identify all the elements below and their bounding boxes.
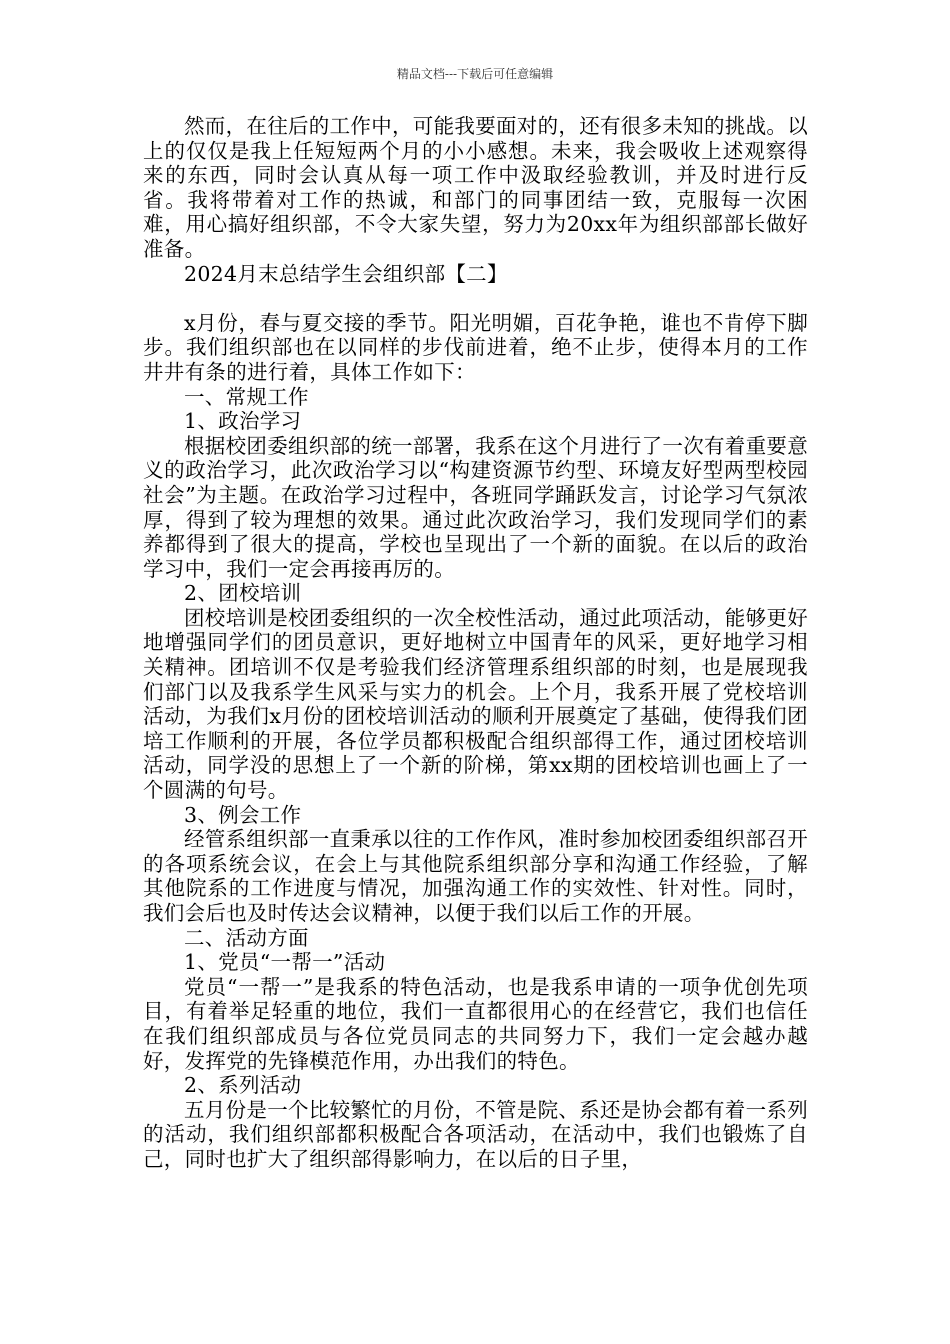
- document-body: [143, 114, 808, 1172]
- paragraph-league-school-training: 团校培训是校团委组织的一次全校性活动，通过此项活动，能够更好地增强同学们的团员意识，更好地树立中国青年的风采，更好地学习相关精神。团培训不仅是考验我们经济管理系组织部的时刻，也是展现我们部门以及我系学生风采与实力的机会。上个月，我系开展了党校培训活动，为我们x月份的团校培训活动的顺利开展奠定了基础，使得我们团培工作顺利的开展，各位学员都积极配合组织部得工作，通过团校培训活动，同学没的思想上了一个新的阶梯，第xx期的团校培训也画上了一个圆满的句号。: [143, 605, 808, 803]
- paragraph-intro: x月份，春与夏交接的季节。阳光明媚，百花争艳，谁也不肯停下脚步。我们组织部也在以同样的步伐前进着，绝不止步，使得本月的工作井井有条的进行着，具体工作如下：: [143, 310, 808, 384]
- heading-activities: 二、活动方面: [184, 925, 309, 950]
- heading-one-help-one: 1、党员“一帮一”活动: [184, 950, 386, 975]
- paragraph-one-help-one: 党员“一帮一”是我系的特色活动，也是我系申请的一项争优创先项目，有着举足轻重的地位，我们一直都很用心的在经营它，我们也信任在我们组织部成员与各位党员同志的共同努力下，我们一定会越办越好，发挥党的先锋模范作用，办出我们的特色。: [143, 974, 808, 1073]
- heading-political-study: 1、政治学习: [184, 409, 302, 434]
- paragraph-closing-reflection: 然而，在往后的工作中，可能我要面对的，还有很多未知的挑战。以上的仅仅是我上任短短两个月的小小感想。未来，我会吸收上述观察得来的东西，同时会认真从每一项工作中汲取经验教训，并及时进行反省。我将带着对工作的热诚，和部门的同事团结一致，克服每一次困难，用心搞好组织部，不令大家失望，努力为20xx年为组织部部长做好准备。: [143, 114, 808, 261]
- page-header: 精品文档---下载后可任意编辑: [396, 67, 554, 81]
- blank-line: [143, 286, 808, 311]
- heading-series-activities: 2、系列活动: [184, 1073, 302, 1098]
- heading-regular-meetings: 3、例会工作: [184, 802, 302, 827]
- heading-routine-work: 一、常规工作: [184, 384, 309, 409]
- section-title: 2024月末总结学生会组织部【二】: [184, 261, 508, 286]
- heading-league-school-training: 2、团校培训: [184, 581, 302, 606]
- paragraph-political-study: 根据校团委组织部的统一部署，我系在这个月进行了一次有着重要意义的政治学习，此次政治学习以“构建资源节约型、环境友好型两型校园社会”为主题。在政治学习过程中，各班同学踊跃发言，讨论学习气氛浓厚，得到了较为理想的效果。通过此次政治学习，我们发现同学们的素养都得到了很大的提高，学校也呈现出了一个新的面貌。在以后的政治学习中，我们一定会再接再厉的。: [143, 433, 808, 581]
- paragraph-regular-meetings: 经管系组织部一直秉承以往的工作作风，准时参加校团委组织部召开的各项系统会议，在会上与其他院系组织部分享和沟通工作经验，了解其他院系的工作进度与情况，加强沟通工作的实效性、针对性。同时，我们会后也及时传达会议精神，以便于我们以后工作的开展。: [143, 827, 808, 925]
- paragraph-series-activities: 五月份是一个比较繁忙的月份，不管是院、系还是协会都有着一系列的活动，我们组织部都积极配合各项活动，在活动中，我们也锻炼了自己，同时也扩大了组织部得影响力，在以后的日子里，: [143, 1097, 808, 1171]
